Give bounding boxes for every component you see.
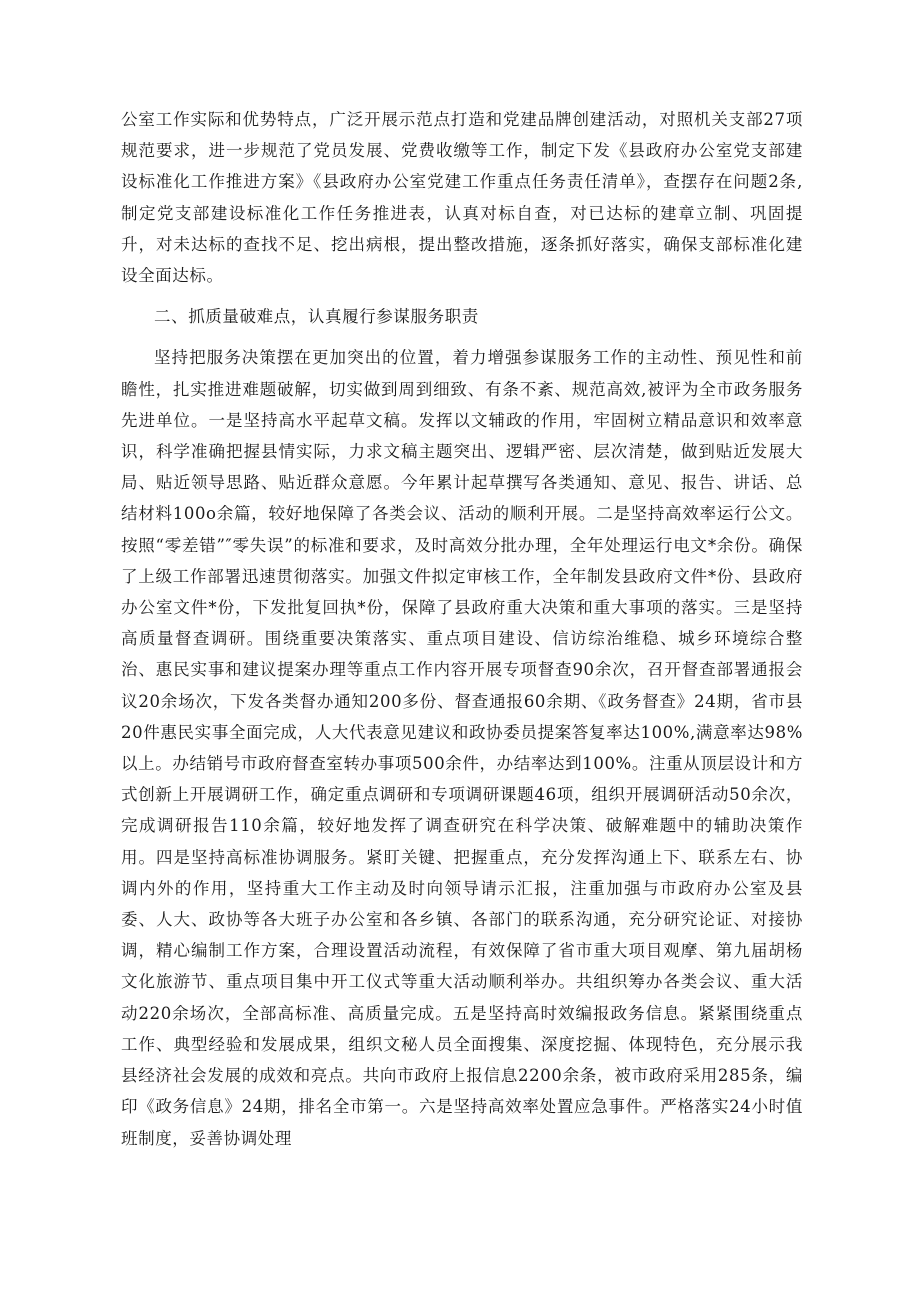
document-page (121, 104, 803, 1154)
paragraph-party-building: 公室工作实际和优势特点，广泛开展示范点打造和党建品牌创建活动，对照机关支部27项规范要求，进一步规范了党员发展、党费收缴等工作，制定下发《县政府办公室党支部建设标准化工作推进方案》《县政府办公室党建工作重点任务责任清单》，查摆存在问题2条,制定党支部建设标准化工作任务推进表，认真对标自查，对已达标的建章立制、巩固提升，对未达标的查找不足、挖出病根，提出整改措施，逐条抓好落实，确保支部标准化建设全面达标。 (121, 110, 803, 286)
section-heading: 二、抓质量破难点，认真履行参谋服务职责 (154, 307, 479, 327)
paragraph-advisory-service: 坚持把服务决策摆在更加突出的位置，着力增强参谋服务工作的主动性、预见性和前瞻性，扎实推进难题破解，切实做到周到细致、有条不紊、规范高效,被评为全市政务服务先进单位。一是坚持高水平起草文稿。发挥以文辅政的作用，牢固树立精品意识和效率意识，科学准确把握县情实际，力求文稿主题突出、逻辑严密、层次清楚，做到贴近发展大局、贴近领导思路、贴近群众意愿。今年累计起草撰写各类通知、意见、报告、讲话、总结材料100o余篇，较好地保障了各类会议、活动的顺利开展。二是坚持高效率运行公文。按照“零差错”″零失误”的标准和要求，及时高效分批办理，全年处理运行电文*余份。确保了上级工作部署迅速贯彻落实。加强文件拟定审核工作，全年制发县政府文件*份、县政府办公室文件*份，下发批复回执*份，保障了县政府重大决策和重大事项的落实。三是坚持高质量督查调研。围绕重要决策落实、重点项目建设、信访综治维稳、城乡环境综合整治、惠民实事和建议提案办理等重点工作内容开展专项督查90余次，召开督查部署通报会议20余场次，下发各类督办通知200多份、督查通报60余期、《政务督查》24期，省市县20件惠民实事全面完成，人大代表意见建议和政协委员提案答复率达100%,满意率达98%以上。办结销号市政府督查室转办事项500余件，办结率达到100%。注重从顶层设计和方式创新上开展调研工作，确定重点调研和专项调研课题46项，组织开展调研活动50余次，完成调研报告110余篇，较好地发挥了调查研究在科学决策、破解难题中的辅助决策作用。四是坚持高标准协调服务。紧盯关键、把握重点，充分发挥沟通上下、联系左右、协调内外的作用，坚持重大工作主动及时向领导请示汇报，注重加强与市政府办公室及县委、人大、政协等各大班子办公室和各乡镇、各部门的联系沟通，充分研究论证、对接协调，精心编制工作方案，合理设置活动流程，有效保障了省市重大项目观摩、第九届胡杨文化旅游节、重点项目集中开工仪式等重大活动顺利举办。共组织筹办各类会议、重大活动220余场次，全部高标准、高质量完成。五是坚持高时效编报政务信息。紧紧围绕重点工作、典型经验和发展成果，组织文秘人员全面搜集、深度挖掘、体现特色，充分展示我县经济社会发展的成效和亮点。共向市政府上报信息2200余条，被市政府采用285条，编印《政务信息》24期，排名全市第一。六是坚持高效率处置应急事件。严格落实24小时值班制度，妥善协调处理 (121, 348, 803, 1148)
